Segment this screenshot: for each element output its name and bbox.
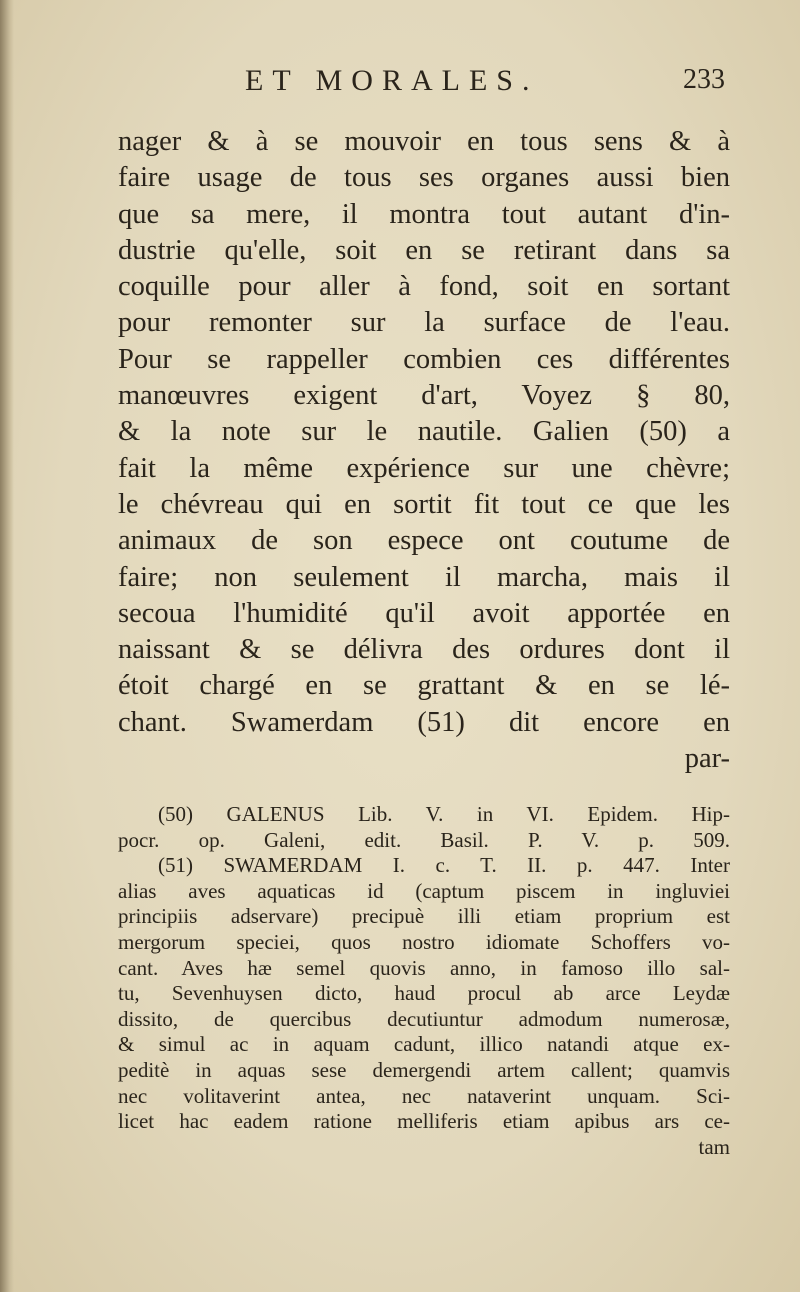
footnote-line: dissito, de quercibus decutiuntur admodum numerosæ, [118, 1006, 730, 1031]
text-line: nager & à se mouvoir en tous sens & à [118, 126, 730, 157]
text-line: dustrie qu'elle, soit en se retirant dans sa [118, 234, 730, 266]
footnote-line: alias aves aquaticas id (captum piscem in ingluviei [118, 878, 730, 903]
text-line: étoit chargé en se grattant & en se lé- [118, 670, 730, 702]
page-header [245, 64, 725, 104]
page-gutter-shadow [0, 0, 14, 1292]
footnote-line: mergorum speciei, quos nostro idiomate Schoffers vo- [118, 929, 730, 954]
footnote-catchword: tam [698, 1134, 730, 1159]
footnote-line: cant. Aves hæ semel quovis anno, in famoso illo sal- [118, 955, 730, 980]
page-number: 233 [683, 64, 725, 95]
footnote-line: (50) GALENUS Lib. V. in VI. Epidem. Hip- [158, 802, 730, 826]
text-line: coquille pour aller à fond, soit en sortant [118, 271, 730, 303]
footnotes [118, 802, 730, 1160]
footnote-line: (51) SWAMERDAM I. c. T. II. p. 447. Inter [158, 853, 730, 878]
main-text [118, 124, 730, 777]
text-line: & la note sur le nautile. Galien (50) a [118, 416, 730, 448]
text-line: fait la même expérience sur une chèvre; [118, 452, 730, 484]
text-line: secoua l'humidité qu'il avoit apportée en [118, 597, 730, 629]
text-line: manœuvres exigent d'art, Voyez § 80, [118, 380, 730, 412]
footnote-line: principiis adservare) precipuè illi etiam proprium est [118, 904, 730, 929]
footnote-line: tu, Sevenhuysen dicto, haud procul ab arce Leydæ [118, 981, 730, 1006]
text-line: faire usage de tous ses organes aussi bien [118, 162, 730, 194]
text-line: que sa mere, il montra tout autant d'in- [118, 198, 730, 230]
footnote-line: & simul ac in aquam cadunt, illico natandi atque ex- [118, 1032, 730, 1057]
text-line: pour remonter sur la surface de l'eau. [118, 307, 730, 339]
text-line: le chévreau qui en sortit fit tout ce que les [118, 488, 730, 520]
text-line: faire; non seulement il marcha, mais il [118, 561, 730, 593]
footnote-line: peditè in aquas sese demergendi artem callent; quamvis [118, 1057, 730, 1082]
text-line: animaux de son espece ont coutume de [118, 525, 730, 557]
text-line: chant. Swamerdam (51) dit encore en [118, 706, 730, 738]
text-line: Pour se rappeller combien ces différentes [118, 343, 730, 375]
text-line: naissant & se délivra des ordures dont il [118, 634, 730, 666]
footnote-line: nec volitaverint antea, nec nataverint unquam. Sci- [118, 1083, 730, 1108]
running-title: ET MORALES. [245, 64, 539, 97]
footnote-line: licet hac eadem ratione melliferis etiam apibus ars ce- [118, 1109, 730, 1134]
catchword: par- [684, 743, 730, 775]
footnote-line: pocr. op. Galeni, edit. Basil. P. V. p. 509. [118, 827, 730, 852]
